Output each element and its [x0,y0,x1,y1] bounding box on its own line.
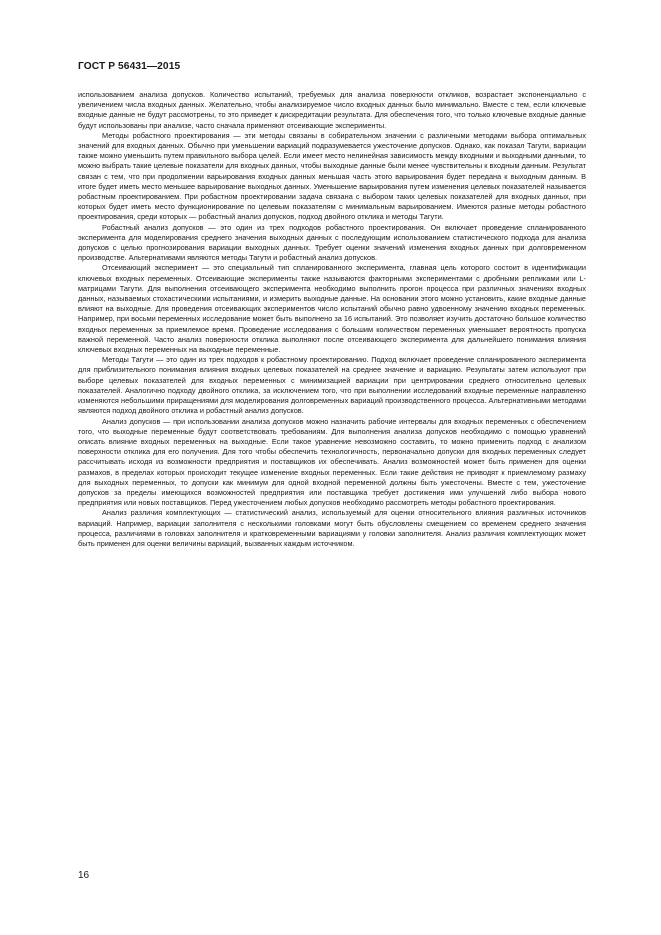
paragraph: использованием анализа допусков. Количество испытаний, требуемых для анализа поверхности откликов, возрастает экспоненциально с увеличением числа входных данных. Желательно, чтобы анализируемое число входных данных было минимально. Вместе с тем, если ключевые входные данные не будут рассмотрены, то это приведет к дискредитации результата. Для обеспечения того, что только ключевые входные данные будут использованы при анализе, часто сначала применяют отсеивающие эксперименты. [78,90,586,130]
paragraph: Отсеивающий эксперимент — это специальный тип спланированного эксперимента, главная цель которого состоит в идентификации ключевых входных переменных. Отсеивающие эксперименты также называются факторными экспериментами с дробными репликами или L-матрицами Тагути. Для выполнения отсеивающего эксперимента необходимо выполнить прогон процесса при различных значениях входных данных, называемых стохастическими испытаниями, и измерить выходные данные. На основании этого можно установить, какие входные данные влияют на выходные. Для проведения отсеивающих экспериментов число испытаний обычно равно удвоенному значению входных переменных. Например, при восьми переменных исследование может быть выполнено за 16 испытаний. Это позволяет изучить достаточно большое количество входных переменных за приемлемое время. Проведение исследования с большим количеством переменных уменьшает вероятность пропуска важной переменной. Часто анализ поверхности отклика выполняют после отсеивающего эксперимента для дальнейшего понимания влияния ключевых входных переменных на выходные переменные. [78,263,586,355]
paragraph: Анализ допусков — при использовании анализа допусков можно назначить рабочие интервалы для входных переменных с обеспечением того, что выходные переменные будут соответствовать требованиям. Для выполнения анализа допусков необходимо с помощью уравнений описать влияние входных переменных на выходные. Если такое уравнение невозможно составить, то можно применить подход с анализом поверхности отклика для его получения. Для того чтобы обеспечить технологичность, первоначально допуски для входных переменных следует рассчитывать исходя из возможности предприятия и поставщиков их обеспечивать. Анализ возможностей может быть применен для оценки размахов, в пределах которых происходит текущее изменение входных переменных. Если такие действия не приводят к приемлемому размаху для выходных переменных, то допуски как минимум для одной входной переменной должны быть ужесточены. Вместе с тем, ужесточение допусков за пределы имеющихся возможностей предприятия или поставщика требует достижения ими улучшений либо выбора нового предприятия или новых поставщиков. Перед ужесточением любых допусков необходимо рассмотреть методы робастного проектирования. [78,416,586,508]
paragraph: Методы робастного проектирования — эти методы связаны в собирательном значении с различными методами выбора оптимальных значений для входных данных. Обычно при уменьшении вариаций подразумевается ужесточение допусков. Однако, как показал Тагути, вариации также можно уменьшить путем правильного выбора целей. Если имеет место нелинейная зависимость между входными и выходными данными, то можно выбрать такие целевые показатели для входных данных, чтобы выходные данные были менее чувствительны к входным данным. Результат связан с тем, что при продолжении варьирования входных данных меньшая часть этого варьирования будет передана к выходным данным. В итоге будет иметь место меньшее варьирование выходных данных. Уменьшение варьирования путем изменения целевых показателей называется робастным проектированием. При робастном проектировании задача связана с выбором таких целевых показателей для входных данных, при которых будет иметь место функционирование по целевым показателям с минимальным варьированием. Имеются разные методы робастного проектирования, среди которых — робастный анализ допусков, подход двойного отклика и методы Тагути. [78,130,586,222]
paragraph: Анализ различия комплектующих — статистический анализ, используемый для оценки относительного влияния различных источников вариаций. Например, вариации заполнителя с несколькими головками могут быть обусловлены смещением со временем среднего значения процесса, различиями в головках заполнителя и кратковременными вариациями у головки заполнителя. Анализ различия комплектующих может быть применен для оценки величины вариаций, вызванных каждым источником. [78,508,586,548]
document-header: ГОСТ Р 56431—2015 [78,61,181,72]
page-number: 16 [78,870,90,881]
document-body [78,90,586,549]
paragraph: Робастный анализ допусков — это один из трех подходов робастного проектирования. Он включает проведение спланированного эксперимента для моделирования среднего значения выходных данных с последующим использованием статистического подхода для анализа допусков с целью прогнозирования вариации выходных данных. Требует оценки значений изменения входных данных при долговременном производстве. Альтернативами являются методы Тагути и робастный анализ допусков. [78,222,586,263]
paragraph: Методы Тагути — это один из трех подходов к робастному проектированию. Подход включает проведение спланированного эксперимента для приблизительного понимания влияния входных целевых показателей на среднее значение и вариацию. Результаты затем используют при выборе целевых показателей для входных переменных с минимизацией вариации при центрировании среднего относительно целевых показателей. Аналогично подходу двойного отклика, за исключением того, что при выполнении исследований входные переменные направленно изменяются небольшими приращениями для моделирования долговременных вариаций производственного процесса. Альтернативными методами являются подход двойного отклика и робастный анализ допусков. [78,355,586,416]
